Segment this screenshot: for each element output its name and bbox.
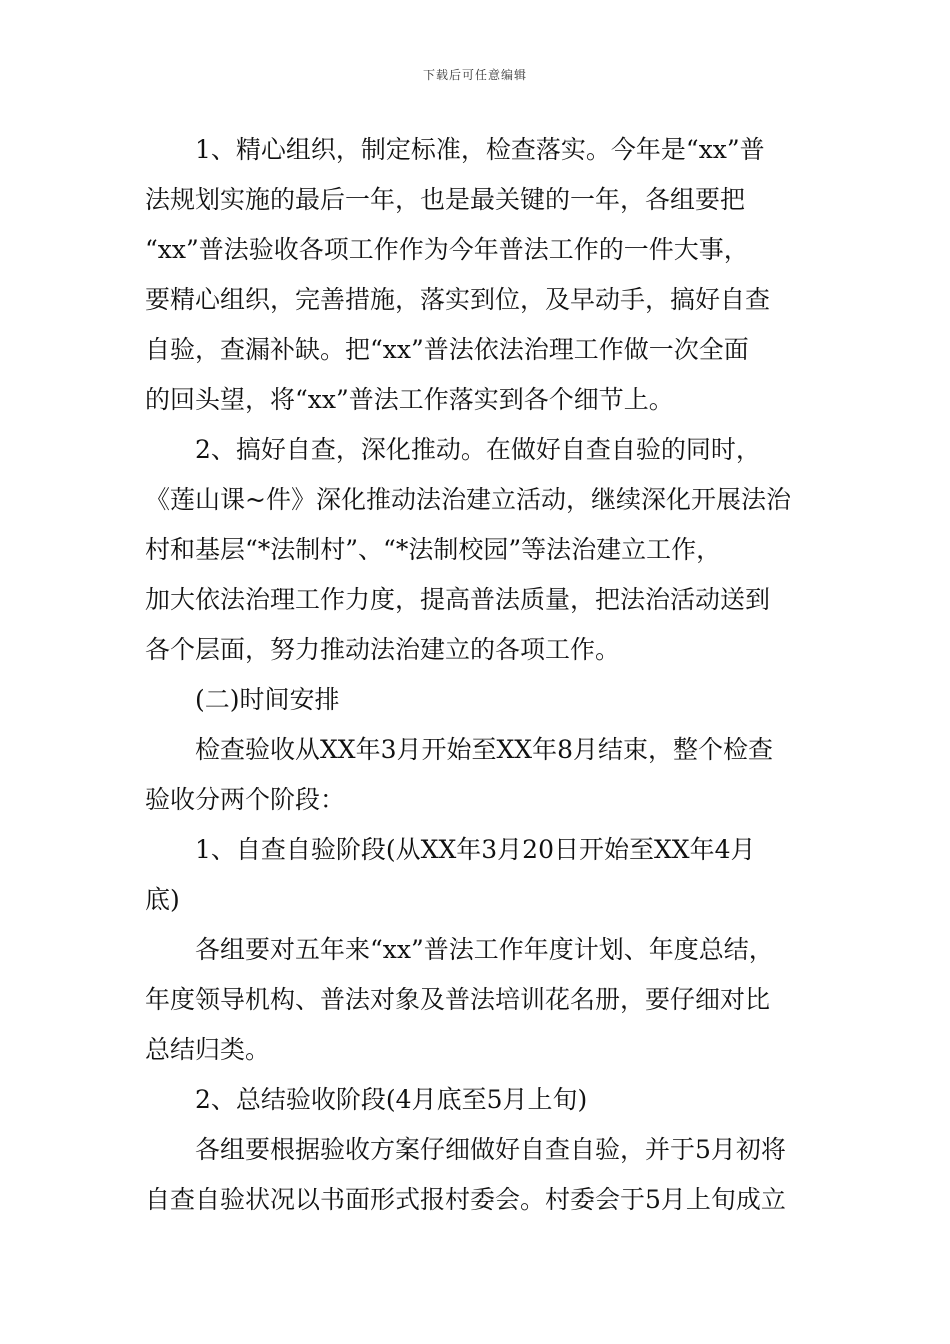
text-line: 村和基层“*法制村”、“*法制校园”等法治建立工作， (145, 535, 722, 564)
text-line: 自查自验状况以书面形式报村委会。村委会于5月上旬成立 (145, 1185, 786, 1214)
text-line: “xx”普法验收各项工作作为今年普法工作的一件大事， (145, 235, 749, 264)
text-line: 加大依法治理工作力度，提高普法质量，把法治活动送到 (145, 585, 771, 614)
text-line: 2、总结验收阶段(4月底至5月上旬) (195, 1085, 588, 1114)
text-line: 检查验收从XX年3月开始至XX年8月结束，整个检查 (195, 735, 774, 764)
text-line: 1、精心组织，制定标准，检查落实。今年是“xx”普 (195, 135, 765, 164)
text-line: 自验，查漏补缺。把“xx”普法依法治理工作做一次全面 (145, 335, 749, 364)
text-line: 要精心组织，完善措施，落实到位，及早动手，搞好自查 (145, 285, 771, 314)
text-line: 底) (145, 885, 180, 914)
text-line: 年度领导机构、普法对象及普法培训花名册，要仔细对比 (145, 985, 771, 1014)
text-line: 法规划实施的最后一年，也是最关键的一年，各组要把 (145, 185, 746, 214)
text-line: 2、搞好自查，深化推动。在做好自查自验的同时， (195, 435, 761, 464)
text-line: 各组要根据验收方案仔细做好自查自验，并于5月初将 (195, 1135, 786, 1164)
text-line: 各个层面，努力推动法治建立的各项工作。 (145, 635, 621, 664)
text-line: 的回头望，将“xx”普法工作落实到各个细节上。 (145, 385, 674, 414)
text-line: 验收分两个阶段： (145, 785, 346, 814)
text-line: 总结归类。 (145, 1035, 271, 1064)
page-header: 下载后可任意编辑 (422, 68, 527, 82)
text-line: 各组要对五年来“xx”普法工作年度计划、年度总结， (195, 935, 774, 964)
text-line: 《莲山课~件》深化推动法治建立活动，继续深化开展法治 (145, 485, 791, 514)
text-line: 1、自查自验阶段(从XX年3月20日开始至XX年4月 (195, 835, 756, 864)
section-heading: (二)时间安排 (195, 685, 340, 714)
